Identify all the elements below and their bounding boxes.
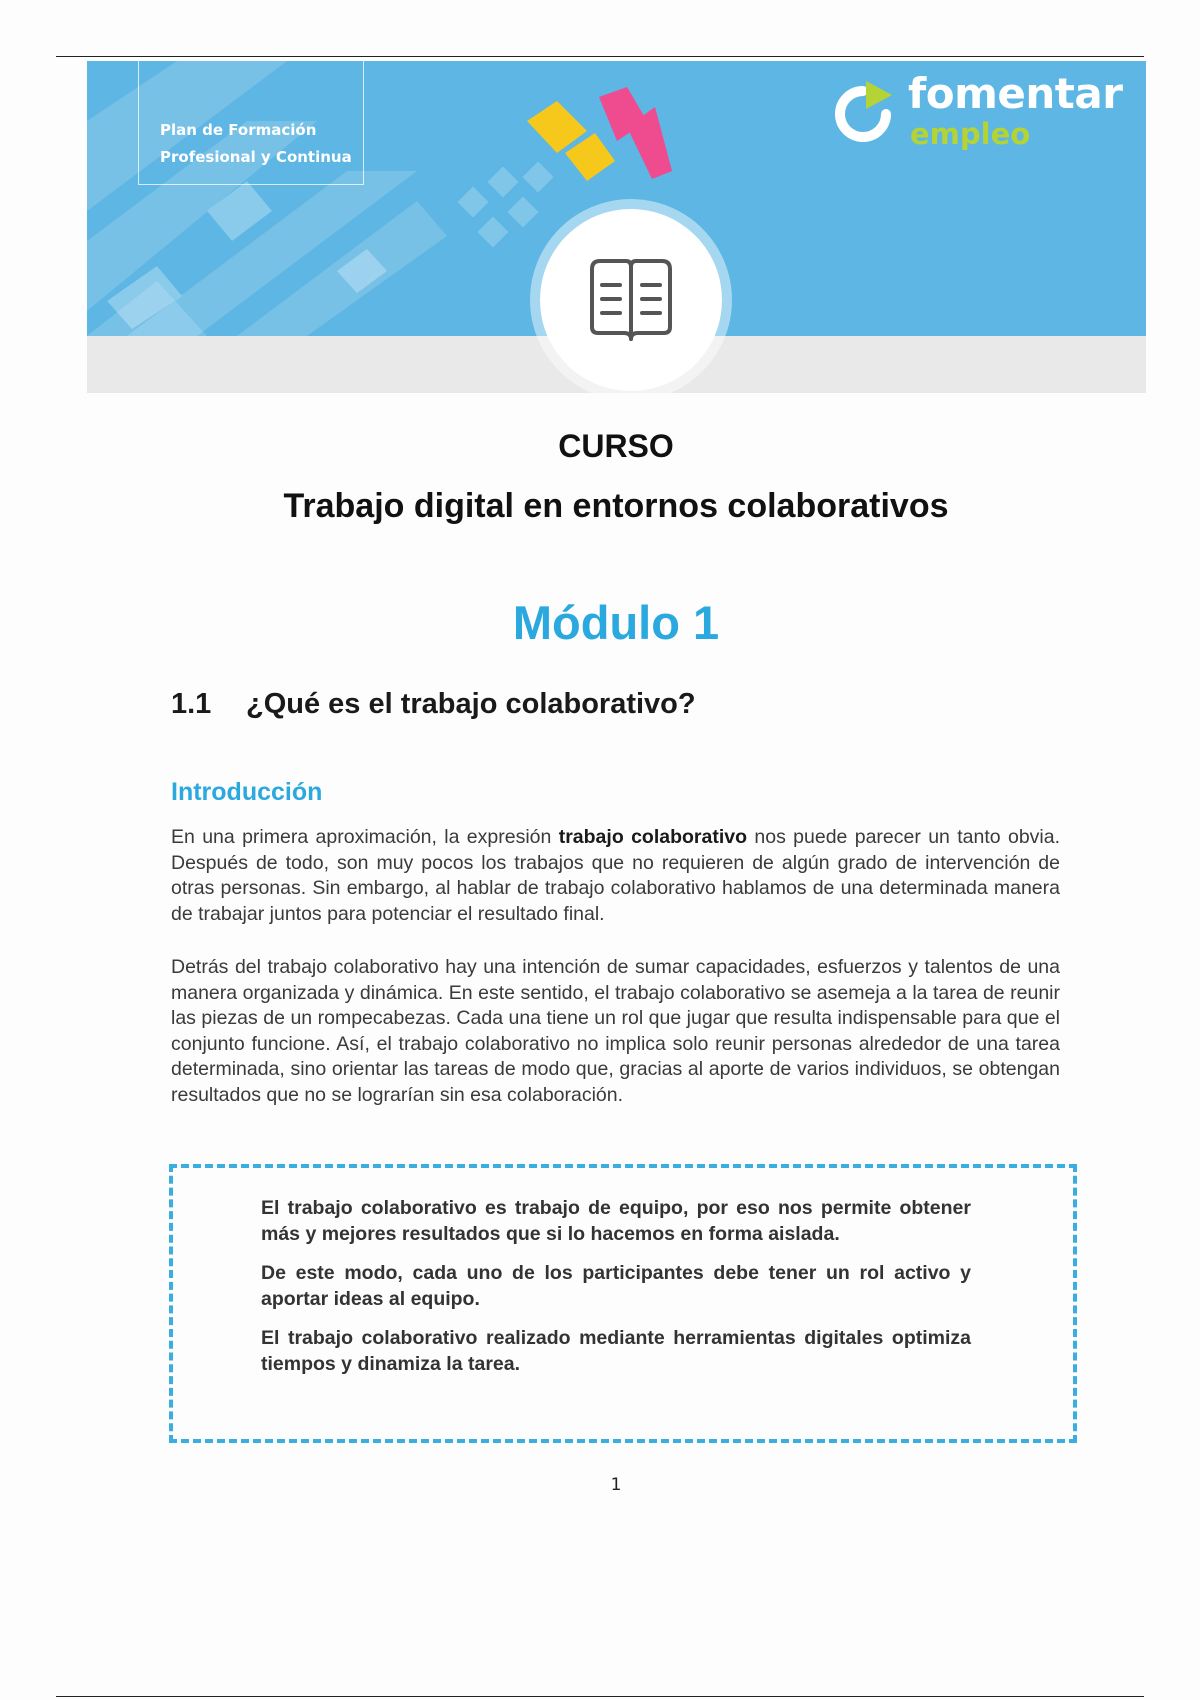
course-label: CURSO (558, 428, 674, 464)
course-banner (87, 61, 1146, 393)
book-badge (540, 209, 722, 391)
intro-paragraph-1 (171, 825, 1060, 927)
paragraph-1-text-a: En una primera aproximación, la expresión (171, 826, 559, 848)
callout-point-1: El trabajo colaborativo es trabajo de equipo, por eso nos permite obtener más y mejores resultados que si lo hacemos en forma aislada. (261, 1197, 971, 1245)
footer-rule (56, 1696, 1144, 1697)
key-points-callout (169, 1164, 1077, 1443)
header-rule (56, 56, 1144, 57)
section-heading (171, 688, 696, 721)
course-title: Trabajo digital en entornos colaborativos (283, 487, 949, 525)
paragraph-1-bold-term: trabajo colaborativo (558, 826, 748, 848)
plan-line-1: Plan de Formación (160, 121, 317, 139)
section-title: ¿Qué es el trabajo colaborativo? (246, 688, 696, 720)
plan-line-2: Profesional y Continua (160, 148, 352, 166)
logo-word-empleo: empleo (910, 117, 1031, 151)
plan-formacion-label (138, 61, 364, 185)
book-icon (588, 259, 674, 343)
intro-subheading: Introducción (171, 778, 323, 806)
fomentar-logo-icon (830, 81, 896, 147)
logo-word-fomentar: fomentar (908, 69, 1123, 118)
section-number: 1.1 (171, 688, 212, 720)
intro-paragraph-2: Detrás del trabajo colaborativo hay una intención de sumar capacidades, esfuerzos y talentos de una manera organizada y dinámica. En este sentido, el trabajo colaborativo se asemeja a la tarea de reunir las piezas de un rompecabezas. Cada una tiene un rol que jugar que resulta indispensable para que el conjunto funcione. Así, el trabajo colaborativo no implica solo reunir personas alrededor de una tarea determinada, sino orientar las tareas de modo que, gracias al aporte de varios individuos, se obtengan resultados que no se lograrían sin esa colaboración. (171, 956, 1060, 1106)
paragraph-1-text-b: nos puede parecer un tanto obvia. Después de todo, son muy pocos los trabajos que no requieren de algún grado de intervención de otras personas. Sin embargo, al hablar de trabajo colaborativo hablamos de una determinada manera de trabajar juntos para potenciar el resultado final. (171, 826, 1061, 925)
page-number: 1 (610, 1475, 622, 1495)
callout-point-2: De este modo, cada uno de los participantes debe tener un rol activo y aportar ideas al equipo. (261, 1262, 971, 1310)
callout-point-3: El trabajo colaborativo realizado mediante herramientas digitales optimiza tiempos y dinamiza la tarea. (261, 1327, 971, 1375)
fomentar-empleo-logo (830, 69, 1130, 157)
module-title: Módulo 1 (512, 596, 720, 649)
